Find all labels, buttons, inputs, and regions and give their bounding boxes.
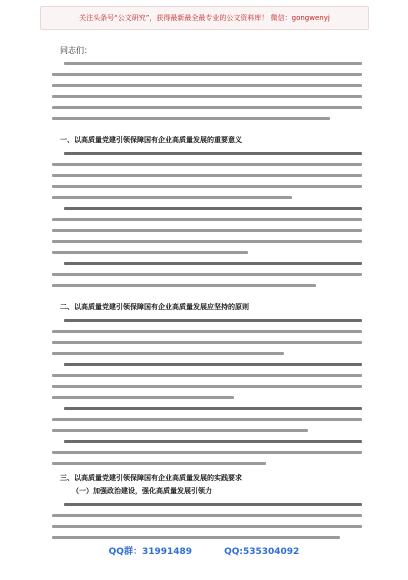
section-heading-3: 三、以高质量党建引领保障国有企业高质量发展的实践要求 bbox=[60, 474, 242, 482]
qq-group-number: QQ群：31991489 bbox=[108, 547, 193, 557]
section-heading-1: 一、以高质量党建引领保障国有企业高质量发展的重要意义 bbox=[60, 136, 242, 144]
qq-contact-number: QQ:535304092 bbox=[224, 547, 300, 557]
section-heading-2: 二、以高质量党建引领保障国有企业高质量发展应坚持的原则 bbox=[60, 303, 249, 311]
subsection-heading-1: （一）加强政治建设，强化高质量发展引领力 bbox=[72, 487, 212, 495]
banner-text: 关注头条号“公文研究”，获得最新最全最专业的公文资料库！ 微信：gongwenyj bbox=[79, 14, 330, 22]
header-banner bbox=[40, 6, 369, 30]
salutation: 同志们： bbox=[60, 46, 92, 55]
contact-footer bbox=[0, 546, 408, 558]
